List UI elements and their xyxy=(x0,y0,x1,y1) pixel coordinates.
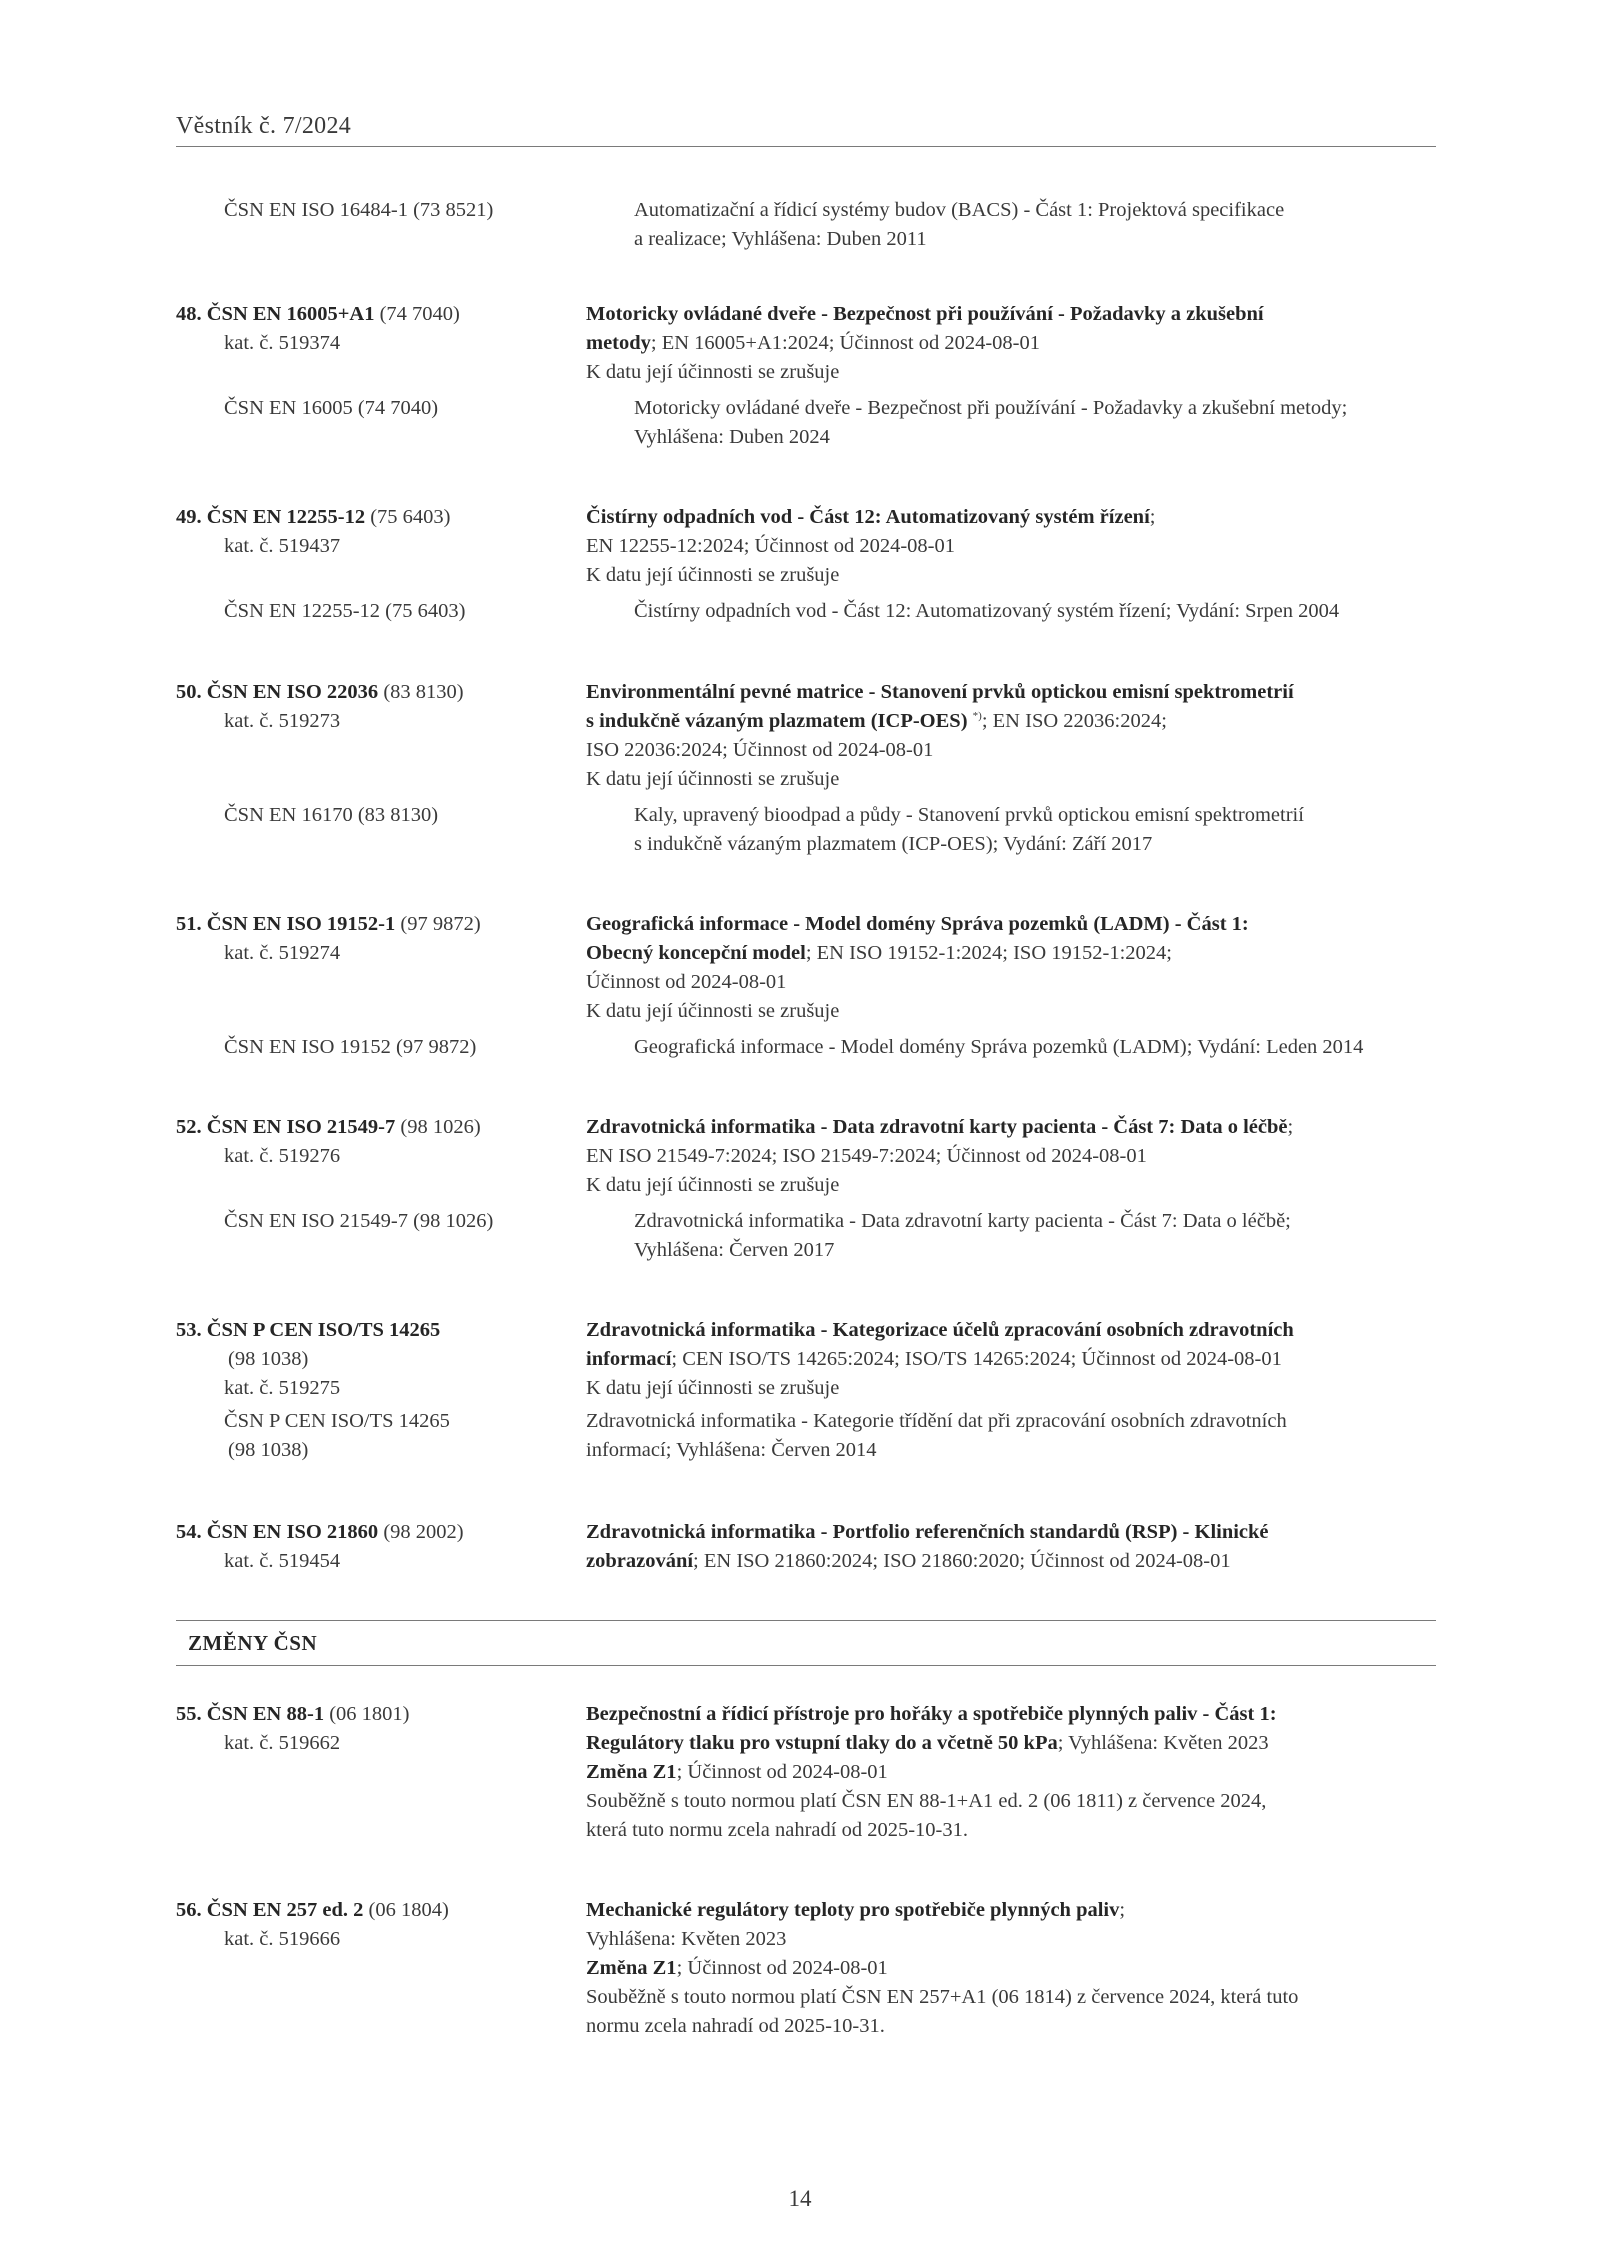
withdrawal-note: K datu její účinnosti se zrušuje xyxy=(586,1377,840,1399)
running-header: Věstník č. 7/2024 xyxy=(176,113,352,139)
standard-title: Motoricky ovládané dveře - Bezpečnost při používání - Požadavky a zkušební xyxy=(586,303,1264,325)
parallel-validity-note: Souběžně s touto normou platí ČSN EN 88-1+A1 ed. 2 (06 1811) z července 2024, xyxy=(586,1790,1267,1812)
standard-code-bold: ČSN EN ISO 21549-7 xyxy=(206,1116,396,1138)
replaced-standard-title: Geografická informace - Model domény Správa pozemků (LADM); Vydání: Leden 2014 xyxy=(634,1036,1364,1058)
entry-number: 56. xyxy=(176,1899,202,1921)
standard-details: ISO 22036:2024; Účinnost od 2024-08-01 xyxy=(586,739,934,761)
standard-code-bold: ČSN EN ISO 19152-1 xyxy=(206,913,396,935)
standard-title: zobrazování xyxy=(586,1550,694,1572)
standard-class: (06 1801) xyxy=(324,1703,410,1725)
replaced-standard-title: Kaly, upravený bioodpad a půdy - Stanovení prvků optickou emisní spektrometrií xyxy=(634,804,1304,826)
amendment-details: ; Účinnost od 2024-08-01 xyxy=(676,1957,888,1979)
standard-entry-55 xyxy=(176,1700,1436,1845)
replaced-standard-title: s indukčně vázaným plazmatem (ICP-OES); Vydání: Září 2017 xyxy=(634,833,1153,855)
withdrawal-note: K datu její účinnosti se zrušuje xyxy=(586,1174,840,1196)
entry-number: 54. xyxy=(176,1521,202,1543)
catalog-number: kat. č. 519437 xyxy=(224,535,341,557)
standard-title: Regulátory tlaku pro vstupní tlaky do a včetně 50 kPa xyxy=(586,1732,1058,1754)
standard-title: metody xyxy=(586,332,651,354)
catalog-number: kat. č. 519276 xyxy=(224,1145,341,1167)
standard-code-bold: ČSN EN 12255-12 xyxy=(206,506,366,528)
replaced-standard-title: Vyhlášena: Červen 2017 xyxy=(634,1239,835,1261)
entry-continuation xyxy=(176,196,1436,254)
standard-class: (98 2002) xyxy=(378,1521,464,1543)
replaced-standard-title: Zdravotnická informatika - Kategorie třídění dat při zpracování osobních zdravotních xyxy=(586,1410,1287,1432)
replaced-standard-title: Motoricky ovládané dveře - Bezpečnost při používání - Požadavky a zkušební metody; xyxy=(634,397,1348,419)
section-title: ZMĚNY ČSN xyxy=(188,1631,318,1655)
footnote-marker: *) xyxy=(972,710,982,723)
standard-details: EN ISO 21549-7:2024; ISO 21549-7:2024; Účinnost od 2024-08-01 xyxy=(586,1145,1147,1167)
standard-title: Environmentální pevné matrice - Stanovení prvků optickou emisní spektrometrií xyxy=(586,681,1294,703)
standard-code-bold: ČSN EN 88-1 xyxy=(206,1703,325,1725)
entry-number: 51. xyxy=(176,913,202,935)
replaced-standard-title: Zdravotnická informatika - Data zdravotní karty pacienta - Část 7: Data o léčbě; xyxy=(634,1210,1291,1232)
standard-entry-56 xyxy=(176,1896,1436,2041)
entry-number: 55. xyxy=(176,1703,202,1725)
standard-class: (98 1038) xyxy=(228,1348,309,1370)
replaced-standard-title: a realizace; Vyhlášena: Duben 2011 xyxy=(634,228,927,250)
parallel-validity-note: normu zcela nahradí od 2025-10-31. xyxy=(586,2015,885,2037)
section-header xyxy=(176,1620,1436,1666)
standard-code-bold: ČSN P CEN ISO/TS 14265 xyxy=(206,1319,441,1341)
replaced-standard-title: Čistírny odpadních vod - Část 12: Automatizovaný systém řízení; Vydání: Srpen 2004 xyxy=(634,600,1340,622)
catalog-number: kat. č. 519662 xyxy=(224,1732,341,1754)
standard-class: (98 1026) xyxy=(395,1116,481,1138)
withdrawal-note: K datu její účinnosti se zrušuje xyxy=(586,361,840,383)
parallel-validity-note: Souběžně s touto normou platí ČSN EN 257+A1 (06 1814) z července 2024, která tuto xyxy=(586,1986,1299,2008)
standard-details: ; EN ISO 19152-1:2024; ISO 19152-1:2024; xyxy=(805,942,1172,964)
catalog-number: kat. č. 519274 xyxy=(224,942,341,964)
standard-details: ; Vyhlášena: Květen 2023 xyxy=(1057,1732,1269,1754)
replaced-standard-code: ČSN EN ISO 21549-7 (98 1026) xyxy=(224,1210,494,1232)
standard-title: Mechanické regulátory teploty pro spotřebiče plynných paliv xyxy=(586,1899,1120,1921)
entry-number: 49. xyxy=(176,506,202,528)
standard-code-bold: ČSN EN 16005+A1 xyxy=(206,303,375,325)
replaced-standard-code: ČSN EN ISO 16484-1 (73 8521) xyxy=(224,199,494,221)
amendment-details: ; Účinnost od 2024-08-01 xyxy=(676,1761,888,1783)
standard-details: ; CEN ISO/TS 14265:2024; ISO/TS 14265:2024; Účinnost od 2024-08-01 xyxy=(671,1348,1282,1370)
entry-number: 48. xyxy=(176,303,202,325)
standard-title: informací xyxy=(586,1348,672,1370)
entry-number: 50. xyxy=(176,681,202,703)
standard-details: Vyhlášena: Květen 2023 xyxy=(586,1928,787,1950)
catalog-number: kat. č. 519275 xyxy=(224,1377,341,1399)
standard-entry-49 xyxy=(176,503,1436,626)
standard-details: ; EN 16005+A1:2024; Účinnost od 2024-08-01 xyxy=(650,332,1040,354)
standard-code-bold: ČSN EN ISO 21860 xyxy=(206,1521,379,1543)
replaced-standard-title: Automatizační a řídicí systémy budov (BACS) - Část 1: Projektová specifikace xyxy=(634,199,1285,221)
standard-details: EN 12255-12:2024; Účinnost od 2024-08-01 xyxy=(586,535,955,557)
standard-entry-53 xyxy=(176,1316,1436,1465)
entry-number: 53. xyxy=(176,1319,202,1341)
standard-title: Čistírny odpadních vod - Část 12: Automatizovaný systém řízení xyxy=(586,506,1150,528)
replaced-standard-title: Vyhlášena: Duben 2024 xyxy=(634,426,830,448)
standard-entry-52 xyxy=(176,1113,1436,1265)
amendment-label: Změna Z1 xyxy=(586,1761,677,1783)
standard-entry-48 xyxy=(176,300,1436,452)
catalog-number: kat. č. 519666 xyxy=(224,1928,341,1950)
withdrawal-note: K datu její účinnosti se zrušuje xyxy=(586,564,840,586)
withdrawal-note: K datu její účinnosti se zrušuje xyxy=(586,1000,840,1022)
standard-entry-54 xyxy=(176,1518,1436,1576)
standard-code xyxy=(176,300,586,329)
punctuation: ; xyxy=(1119,1899,1126,1921)
catalog-number: kat. č. 519374 xyxy=(224,332,341,354)
replaced-standard-code: ČSN P CEN ISO/TS 14265 xyxy=(224,1410,450,1432)
standard-class: (83 8130) xyxy=(378,681,464,703)
punctuation: ; xyxy=(1149,506,1156,528)
withdrawal-note: K datu její účinnosti se zrušuje xyxy=(586,768,840,790)
amendment-label: Změna Z1 xyxy=(586,1957,677,1979)
standard-code-bold: ČSN EN ISO 22036 xyxy=(206,681,379,703)
standard-class: (06 1804) xyxy=(363,1899,449,1921)
standard-class: (97 9872) xyxy=(395,913,481,935)
catalog-number: kat. č. 519273 xyxy=(224,710,341,732)
parallel-validity-note: která tuto normu zcela nahradí od 2025-10-31. xyxy=(586,1819,968,1841)
replaced-standard-title: informací; Vyhlášena: Červen 2014 xyxy=(586,1439,877,1461)
standard-title: s indukčně vázaným plazmatem (ICP-OES) xyxy=(586,710,968,732)
catalog-number: kat. č. 519454 xyxy=(224,1550,341,1572)
standard-class: (75 6403) xyxy=(365,506,451,528)
standard-entry-50 xyxy=(176,678,1436,859)
standard-entry-51 xyxy=(176,910,1436,1062)
standard-title: Obecný koncepční model xyxy=(586,942,806,964)
replaced-standard-code: ČSN EN 16170 (83 8130) xyxy=(224,804,439,826)
replaced-standard-code: ČSN EN 16005 (74 7040) xyxy=(224,397,439,419)
header-rule xyxy=(176,146,1436,147)
replaced-standard-class: (98 1038) xyxy=(228,1439,309,1461)
standard-code-bold: ČSN EN 257 ed. 2 xyxy=(206,1899,364,1921)
replaced-standard-code: ČSN EN ISO 19152 (97 9872) xyxy=(224,1036,477,1058)
standard-title: Geografická informace - Model domény Správa pozemků (LADM) - Část 1: xyxy=(586,913,1249,935)
standard-details: Účinnost od 2024-08-01 xyxy=(586,971,787,993)
standard-details: ; EN ISO 21860:2024; ISO 21860:2020; Účinnost od 2024-08-01 xyxy=(693,1550,1231,1572)
punctuation: ; xyxy=(1287,1116,1294,1138)
standard-title: Zdravotnická informatika - Portfolio referenčních standardů (RSP) - Klinické xyxy=(586,1521,1269,1543)
replaced-standard-code: ČSN EN 12255-12 (75 6403) xyxy=(224,600,466,622)
standard-title: Bezpečnostní a řídicí přístroje pro hořáky a spotřebiče plynných paliv - Část 1: xyxy=(586,1703,1277,1725)
entry-number: 52. xyxy=(176,1116,202,1138)
standard-details: ; EN ISO 22036:2024; xyxy=(981,710,1167,732)
standard-class: (74 7040) xyxy=(374,303,460,325)
page-number: 14 xyxy=(788,2186,812,2211)
standard-title: Zdravotnická informatika - Kategorizace účelů zpracování osobních zdravotních xyxy=(586,1319,1294,1341)
standard-title: Zdravotnická informatika - Data zdravotní karty pacienta - Část 7: Data o léčbě xyxy=(586,1116,1288,1138)
